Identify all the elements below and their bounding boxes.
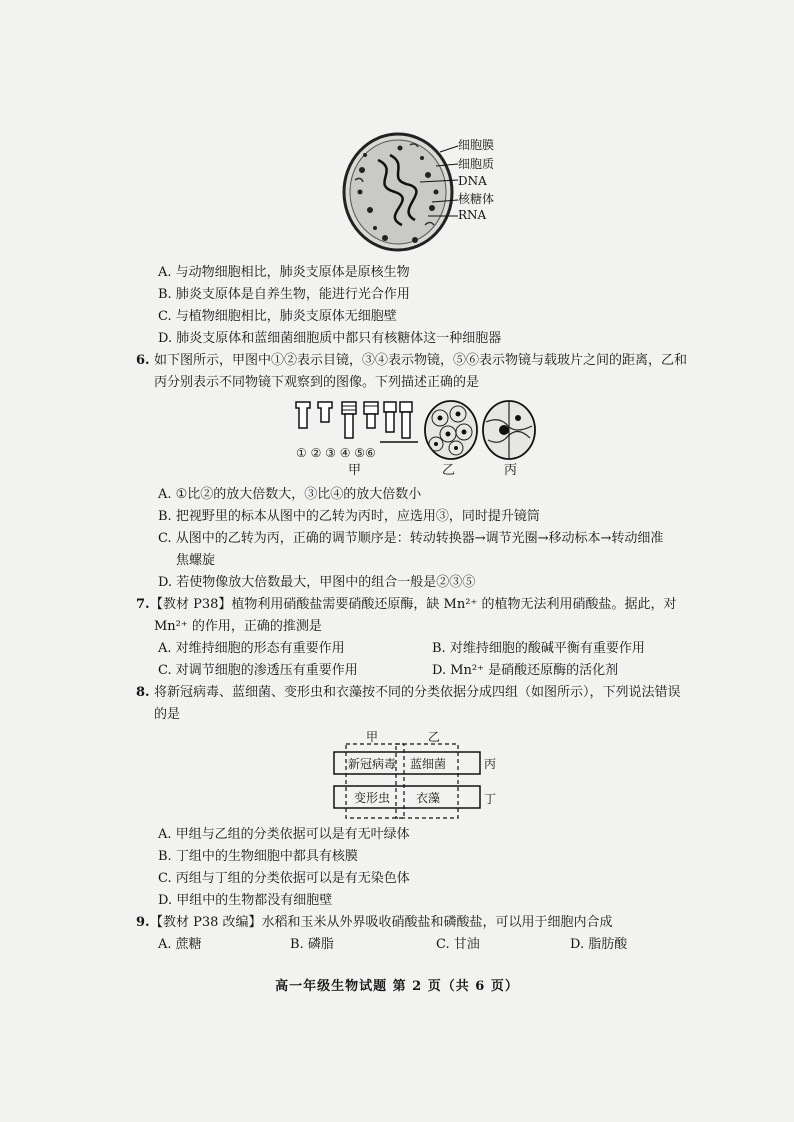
q6-number: 6. bbox=[136, 353, 150, 368]
q8-stem-line1: 将新冠病毒、蓝细菌、变形虫和衣藻按不同的分类依据分成四组（如图所示），下列说法错误 bbox=[154, 685, 681, 700]
q8-option-b: B. 丁组中的生物细胞中都具有核膜 bbox=[158, 849, 358, 864]
organism-chlamydomonas: 衣藻 bbox=[416, 791, 441, 805]
organism-cyanobacteria: 蓝细菌 bbox=[410, 757, 447, 771]
label-rna: RNA bbox=[458, 208, 487, 222]
group-label-ding: 丁 bbox=[484, 792, 497, 806]
q7-option-a: A. 对维持细胞的形态有重要作用 bbox=[158, 641, 345, 656]
label-cell-membrane: 细胞膜 bbox=[458, 138, 495, 152]
label-ribosome: 核糖体 bbox=[458, 192, 495, 206]
organism-amoeba: 变形虫 bbox=[354, 791, 391, 805]
classification-diagram bbox=[332, 740, 482, 820]
q6-option-c: C. 从图中的乙转为丙，正确的调节顺序是：转动转换器→调节光圈→移动标本→转动细准 bbox=[158, 531, 664, 546]
q7-option-d: D. Mn²⁺ 是硝酸还原酶的活化剂 bbox=[432, 663, 619, 678]
label-dna: DNA bbox=[458, 174, 487, 188]
q6-stem-line2: 丙分别表示不同物镜下观察到的图像。下列描述正确的是 bbox=[154, 375, 480, 390]
q6-option-a: A. ①比②的放大倍数大，③比④的放大倍数小 bbox=[158, 487, 422, 502]
q5-option-b: B. 肺炎支原体是自养生物，能进行光合作用 bbox=[158, 287, 410, 302]
figure-label-bing: 丙 bbox=[504, 463, 518, 478]
view-field-yi bbox=[424, 400, 478, 460]
q7-number: 7. bbox=[136, 597, 150, 612]
view-field-bing bbox=[482, 400, 536, 460]
q7-stem-line2: Mn²⁺ 的作用，正确的推测是 bbox=[154, 619, 322, 634]
q5-option-d: D. 肺炎支原体和蓝细菌细胞质中都只有核糖体这一种细胞器 bbox=[158, 331, 502, 346]
q5-option-a: A. 与动物细胞相比，肺炎支原体是原核生物 bbox=[158, 265, 410, 280]
q8-option-d: D. 甲组中的生物都没有细胞壁 bbox=[158, 893, 333, 908]
page-footer: 高一年级生物试题 第 2 页（共 6 页） bbox=[275, 979, 519, 994]
q6-stem-line1: 如下图所示，甲图中①②表示目镜，③④表示物镜，⑤⑥表示物镜与载玻片之间的距离，乙和 bbox=[154, 353, 688, 368]
group-label-yi: 乙 bbox=[428, 730, 441, 744]
q6-option-c-continued: 焦螺旋 bbox=[176, 553, 216, 568]
q7-option-b: B. 对维持细胞的酸碱平衡有重要作用 bbox=[432, 641, 645, 656]
q9-stem: 【教材 P38 改编】水稻和玉米从外界吸收硝酸盐和磷酸盐，可以用于细胞内合成 bbox=[150, 915, 613, 930]
label-cytoplasm: 细胞质 bbox=[458, 157, 495, 171]
q8-stem-line2: 的是 bbox=[154, 707, 181, 722]
figure-label-jia: 甲 bbox=[348, 463, 362, 478]
lens-number-labels: ① ② ③ ④ ⑤⑥ bbox=[296, 446, 376, 460]
q9-option-a: A. 蔗糖 bbox=[158, 937, 202, 952]
q8-option-a: A. 甲组与乙组的分类依据可以是有无叶绿体 bbox=[158, 827, 410, 842]
mycoplasma-cell-diagram bbox=[340, 130, 460, 260]
q8-option-c: C. 丙组与丁组的分类依据可以是有无染色体 bbox=[158, 871, 410, 886]
q6-option-d: D. 若使物像放大倍数最大，甲图中的组合一般是②③⑤ bbox=[158, 575, 476, 590]
figure-label-yi: 乙 bbox=[442, 463, 456, 478]
q9-option-d: D. 脂肪酸 bbox=[570, 937, 628, 952]
q9-option-c: C. 甘油 bbox=[436, 937, 480, 952]
group-label-jia: 甲 bbox=[366, 730, 379, 744]
q7-stem-line1: 【教材 P38】植物利用硝酸盐需要硝酸还原酶，缺 Mn²⁺ 的植物无法利用硝酸盐。据此，对 bbox=[150, 597, 677, 612]
organism-covid-virus: 新冠病毒 bbox=[348, 757, 397, 771]
q5-option-c: C. 与植物细胞相比，肺炎支原体无细胞壁 bbox=[158, 309, 397, 324]
group-label-bing: 丙 bbox=[484, 757, 497, 771]
q8-number: 8. bbox=[136, 685, 150, 700]
q6-option-b: B. 把视野里的标本从图中的乙转为丙时，应选用③，同时提升镜筒 bbox=[158, 509, 540, 524]
q7-option-c: C. 对调节细胞的渗透压有重要作用 bbox=[158, 663, 358, 678]
q9-option-b: B. 磷脂 bbox=[290, 937, 334, 952]
q9-number: 9. bbox=[136, 915, 150, 930]
